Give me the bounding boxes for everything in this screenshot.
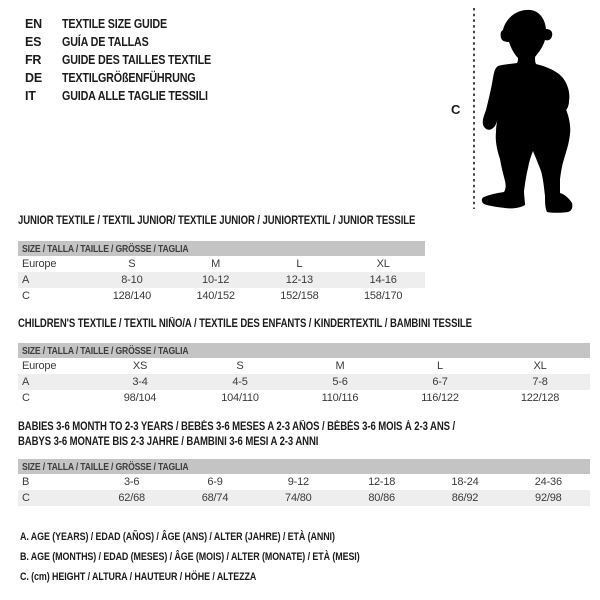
size-cell: 12-18 bbox=[368, 476, 396, 488]
language-list bbox=[25, 15, 235, 105]
size-cell: 7-8 bbox=[490, 374, 590, 390]
legend-line-a: A. AGE (YEARS) / EDAD (AÑOS) / ÂGE (ANS) / ALTER (JAHRE) / ETÀ (ANNI) bbox=[20, 531, 335, 543]
size-header-row bbox=[18, 241, 425, 256]
measure-label-c: C bbox=[451, 102, 461, 117]
babies-table-title-line2: BABYS 3-6 MONATE BIS 2-3 JAHRE / BAMBINI 3-6 MESI A 2-3 ANNI bbox=[18, 436, 319, 448]
language-row-de bbox=[25, 69, 235, 87]
size-cell: 9-12 bbox=[287, 476, 309, 488]
junior-size-table bbox=[18, 241, 425, 304]
size-cell: 3-4 bbox=[90, 374, 190, 390]
language-title: GUÍA DE TALLAS bbox=[62, 35, 149, 49]
legend-line-b: B. AGE (MONTHS) / EDAD (MESES) / ÂGE (MOIS) / ALTER (MONATE) / ETÀ (MESI) bbox=[20, 551, 360, 563]
language-code: FR bbox=[25, 53, 42, 67]
baby-silhouette bbox=[465, 2, 595, 214]
language-title: GUIDA ALLE TAGLIE TESSILI bbox=[62, 89, 208, 103]
row-label: C bbox=[22, 290, 30, 302]
table-row-height bbox=[18, 288, 425, 304]
language-title: TEXTILE SIZE GUIDE bbox=[62, 17, 168, 31]
children-size-table bbox=[18, 343, 590, 406]
table-row-age bbox=[18, 374, 590, 390]
size-cell: 6-7 bbox=[390, 374, 490, 390]
row-label: Europe bbox=[22, 360, 57, 372]
size-cell: L bbox=[296, 258, 303, 270]
size-cell: M bbox=[335, 360, 345, 372]
size-header-row bbox=[18, 343, 590, 358]
babies-table-title-line1: BABIES 3-6 MONTH TO 2-3 YEARS / BEBÉS 3-6 MESES A 2-3 AÑOS / BÉBÉS 3-6 MOIS À 2-3 ANS / bbox=[18, 421, 456, 433]
size-cell: 24-36 bbox=[534, 476, 562, 488]
size-header-label: SIZE / TALLA / TAILLE / GRÖSSE / TAGLIA bbox=[22, 460, 189, 473]
size-cell: 98/104 bbox=[123, 392, 157, 404]
size-cell: 104/110 bbox=[221, 392, 259, 404]
size-cell: XL bbox=[533, 360, 547, 372]
size-cell: 116/122 bbox=[421, 392, 459, 404]
size-cell: 68/74 bbox=[173, 490, 256, 506]
language-code: DE bbox=[25, 71, 42, 85]
size-header-row bbox=[18, 459, 590, 474]
table-row-height bbox=[18, 390, 590, 406]
size-cell: 10-12 bbox=[174, 272, 258, 288]
size-cell: 140/152 bbox=[196, 290, 235, 302]
size-cell: 8-10 bbox=[90, 272, 174, 288]
size-header-label: SIZE / TALLA / TAILLE / GRÖSSE / TAGLIA bbox=[22, 344, 189, 357]
baby-body-shape bbox=[482, 10, 573, 213]
size-cell: 152/158 bbox=[280, 290, 319, 302]
language-code: EN bbox=[25, 17, 42, 31]
size-cell: 74/80 bbox=[257, 490, 340, 506]
language-title: TEXTILGRÖßENFÜHRUNG bbox=[62, 71, 196, 85]
size-cell: XL bbox=[376, 258, 390, 270]
size-cell: 92/98 bbox=[507, 490, 590, 506]
junior-table-title: JUNIOR TEXTILE / TEXTIL JUNIOR/ TEXTILE JUNIOR / JUNIORTEXTIL / JUNIOR TESSILE bbox=[18, 215, 416, 227]
row-label: C bbox=[18, 490, 90, 506]
language-row-en bbox=[25, 15, 235, 33]
size-cell: 5-6 bbox=[290, 374, 390, 390]
legend bbox=[20, 531, 439, 591]
row-label: A bbox=[18, 272, 90, 288]
size-cell: 3-6 bbox=[124, 476, 140, 488]
size-cell: 6-9 bbox=[207, 476, 223, 488]
legend-line-c: C. (cm) HEIGHT / ALTURA / HAUTEUR / HÖHE / ALTEZZA bbox=[20, 571, 257, 583]
size-cell: 12-13 bbox=[258, 272, 342, 288]
size-cell: 158/170 bbox=[363, 290, 403, 302]
row-label: Europe bbox=[22, 258, 57, 270]
size-cell: 128/140 bbox=[112, 290, 152, 302]
language-code: IT bbox=[25, 89, 36, 103]
table-row-height bbox=[18, 490, 590, 506]
size-cell: 80/86 bbox=[340, 490, 423, 506]
size-header-label: SIZE / TALLA / TAILLE / GRÖSSE / TAGLIA bbox=[22, 242, 189, 255]
size-cell: M bbox=[211, 258, 221, 270]
language-row-it bbox=[25, 87, 235, 105]
children-table-title: CHILDREN'S TEXTILE / TEXTIL NIÑO/A / TEXTILE DES ENFANTS / KINDERTEXTIL / BAMBINI TESSILE bbox=[18, 318, 472, 330]
size-cell: XS bbox=[132, 360, 148, 372]
size-cell: 4-5 bbox=[190, 374, 290, 390]
size-cell: S bbox=[128, 258, 136, 270]
size-cell: 110/116 bbox=[321, 392, 359, 404]
language-row-fr bbox=[25, 51, 235, 69]
row-label: C bbox=[22, 392, 30, 404]
size-cell: S bbox=[236, 360, 244, 372]
row-label: B bbox=[22, 476, 30, 488]
table-row-europe bbox=[18, 256, 425, 272]
language-code: ES bbox=[25, 35, 42, 49]
table-row-age bbox=[18, 272, 425, 288]
table-row-months bbox=[18, 474, 590, 490]
babies-size-table bbox=[18, 459, 590, 506]
size-cell: 122/128 bbox=[520, 392, 560, 404]
language-row-es bbox=[25, 33, 235, 51]
table-row-europe bbox=[18, 358, 590, 374]
size-cell: 18-24 bbox=[451, 476, 479, 488]
size-cell: L bbox=[437, 360, 443, 372]
size-cell: 62/68 bbox=[90, 490, 173, 506]
language-title: GUIDE DES TAILLES TEXTILE bbox=[62, 53, 212, 67]
size-cell: 14-16 bbox=[341, 272, 425, 288]
size-cell: 86/92 bbox=[423, 490, 506, 506]
row-label: A bbox=[18, 374, 90, 390]
